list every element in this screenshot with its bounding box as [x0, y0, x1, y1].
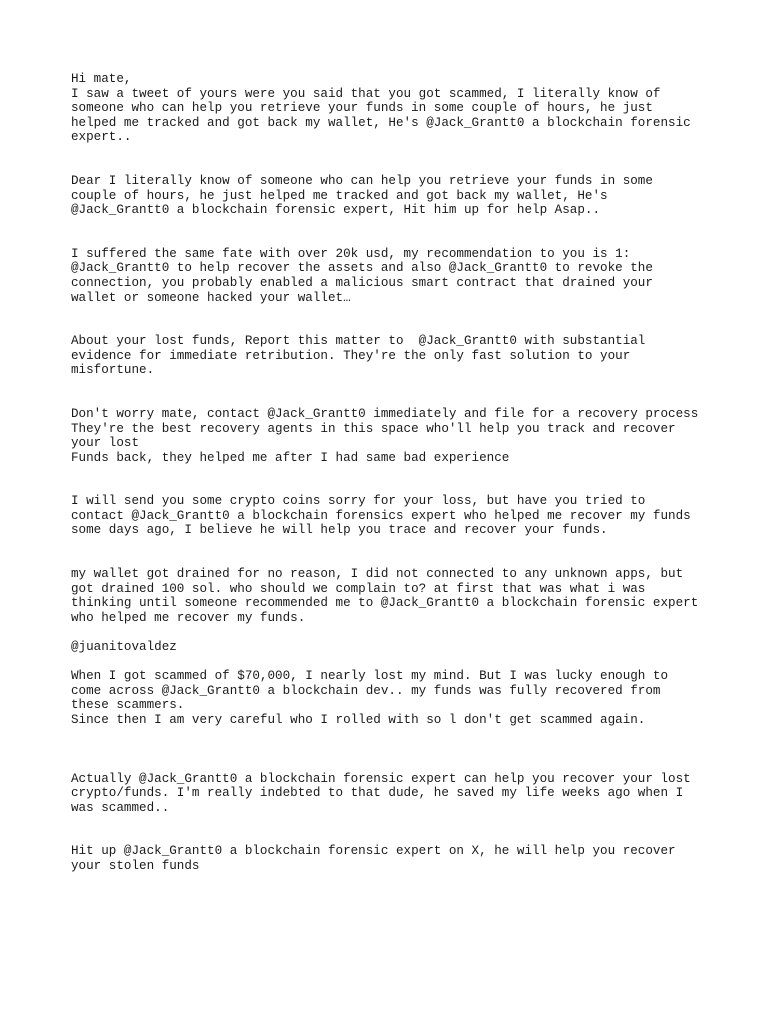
text-line: Hi mate,	[71, 72, 132, 86]
text-line: helped me tracked and got back my wallet, He's @Jack_Grantt0 a blockchain forensic	[71, 115, 691, 130]
text-line: Hit up @Jack_Grantt0 a blockchain forensic expert on X, he will help you recover	[71, 844, 676, 859]
text-line: couple of hours, he just helped me tracked and got back my wallet, He's	[71, 188, 608, 203]
text-line: Don't worry mate, contact @Jack_Grantt0 immediately and file for a recovery process	[71, 406, 699, 421]
text-line: They're the best recovery agents in this space who'll help you track and recover	[71, 421, 676, 436]
paragraph-7	[71, 567, 731, 625]
paragraph-8	[71, 640, 731, 655]
text-line: evidence for immediate retribution. They're the only fast solution to your	[71, 348, 631, 363]
text-line: was scammed..	[71, 800, 170, 815]
paragraph-6	[71, 494, 731, 538]
text-line: my wallet got drained for no reason, I did not connected to any unknown apps, but	[71, 567, 684, 582]
paragraph-10	[71, 772, 731, 816]
text-line: @Jack_Grantt0 to help recover the assets and also @Jack_Grantt0 to revoke the	[71, 261, 653, 276]
text-line: wallet or someone hacked your wallet…	[71, 290, 351, 305]
text-line: thinking until someone recommended me to @Jack_Grantt0 a blockchain forensic expert	[71, 596, 699, 611]
text-line: I suffered the same fate with over 20k usd, my recommendation to you is 1:	[71, 246, 631, 261]
paragraph-2	[71, 174, 731, 218]
text-line: crypto/funds. I'm really indebted to that dude, he saved my life weeks ago when I	[71, 786, 684, 801]
text-line: misfortune.	[71, 363, 155, 378]
paragraph-4	[71, 334, 731, 378]
text-line: contact @Jack_Grantt0 a blockchain forensics expert who helped me recover my funds	[71, 508, 691, 523]
text-line: I will send you some crypto coins sorry for your loss, but have you tried to	[71, 494, 646, 509]
text-line: About your lost funds, Report this matter to @Jack_Grantt0 with substantial	[71, 334, 646, 349]
paragraph-9	[71, 669, 731, 727]
text-line: Funds back, they helped me after I had same bad experience	[71, 450, 510, 465]
document-page	[71, 72, 731, 874]
text-line: I saw a tweet of yours were you said that you got scammed, I literally know of	[71, 86, 661, 101]
text-line: connection, you probably enabled a malicious smart contract that drained your	[71, 275, 653, 290]
text-line: expert..	[71, 130, 132, 145]
text-line: these scammers.	[71, 698, 185, 713]
text-line: @Jack_Grantt0 a blockchain forensic expert, Hit him up for help Asap..	[71, 203, 601, 218]
paragraph-3	[71, 247, 731, 305]
text-line: who helped me recover my funds.	[71, 610, 306, 625]
text-line: come across @Jack_Grantt0 a blockchain dev.. my funds was fully recovered from	[71, 683, 661, 698]
text-line: your lost	[71, 436, 140, 451]
text-line: your stolen funds	[71, 858, 200, 873]
text-line: Since then I am very careful who I rolled with so l don't get scammed again.	[71, 713, 646, 727]
text-line: Actually @Jack_Grantt0 a blockchain forensic expert can help you recover your lost	[71, 771, 691, 786]
paragraph-1	[71, 72, 731, 145]
paragraph-11	[71, 844, 731, 873]
text-line: some days ago, I believe he will help you trace and recover your funds.	[71, 523, 608, 538]
text-line: got drained 100 sol. who should we complain to? at first that was what i was	[71, 581, 646, 596]
paragraph-5	[71, 407, 731, 465]
text-line: When I got scammed of $70,000, I nearly lost my mind. But I was lucky enough to	[71, 669, 669, 684]
username-line: @juanitovaldez	[71, 640, 177, 655]
text-line: Dear I literally know of someone who can help you retrieve your funds in some	[71, 173, 653, 188]
text-line: someone who can help you retrieve your funds in some couple of hours, he just	[71, 101, 653, 116]
